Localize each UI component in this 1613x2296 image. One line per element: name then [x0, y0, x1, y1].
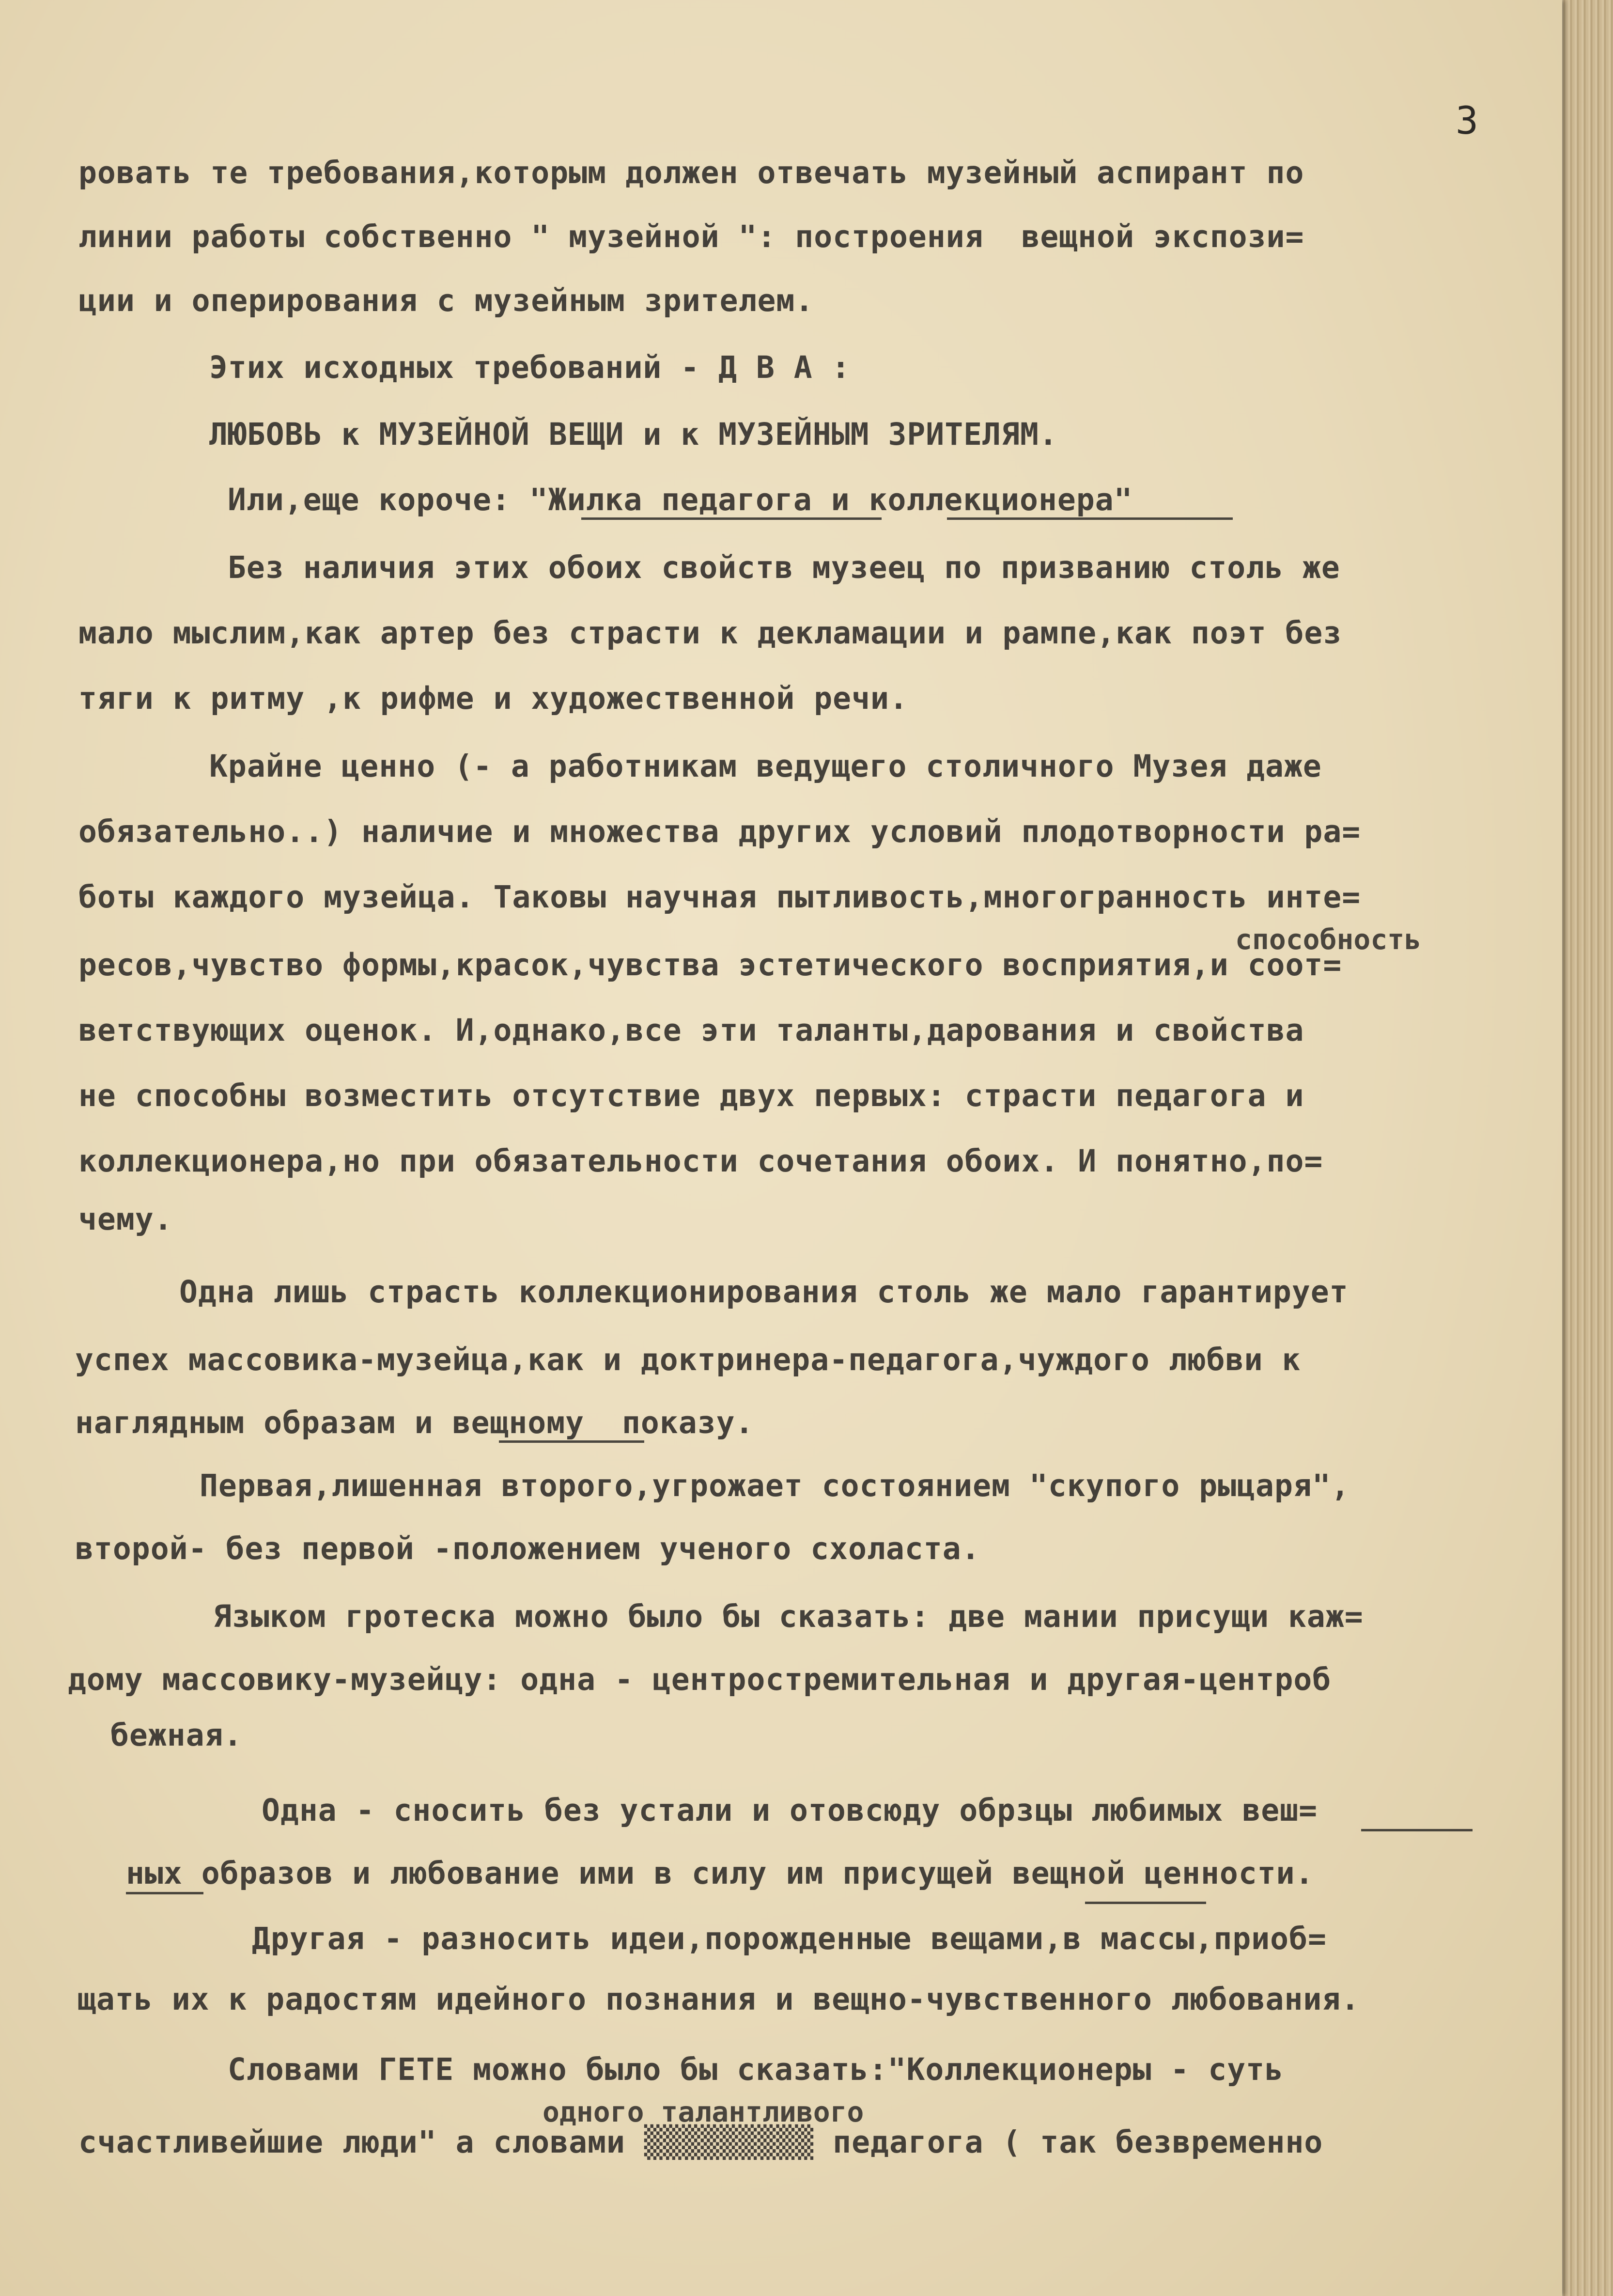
- text-line: Другая - разносить идеи,порожденные вещами,в массы,приоб=: [252, 1921, 1327, 1956]
- text-line: Одна лишь страсть коллекционирования столь же мало гарантирует: [179, 1274, 1349, 1310]
- text-line: Языком гротеска можно было бы сказать: две мании присущи каж=: [213, 1599, 1364, 1634]
- underline: [126, 1892, 203, 1894]
- text-line: коллекционера,но при обязательности сочетания обоих. И понятно,по=: [78, 1143, 1323, 1179]
- text-line: успех массовика-музейца,как и доктринера-педагога,чуждого любви к: [75, 1342, 1301, 1377]
- text-line: ровать те требования,которым должен отвечать музейный аспирант по: [78, 155, 1304, 190]
- underline: [947, 517, 1233, 520]
- page-number: 3: [1456, 99, 1478, 143]
- text-line: Или,еще короче: "Жилка педагога и коллекционера": [228, 482, 1133, 517]
- text-line: обязательно..) наличие и множества других условий плодотворности ра=: [78, 814, 1361, 849]
- underline: [1361, 1829, 1473, 1831]
- text-line: Словами ГЕТЕ можно было бы сказать:"Коллекционеры - суть: [228, 2052, 1284, 2087]
- text-line: ции и оперирования с музейным зрителем.: [78, 283, 814, 318]
- text-line: ных образов и любование ими в силу им присущей вещной ценности.: [126, 1856, 1314, 1891]
- text-line: Этих исходных требований - Д В А :: [209, 350, 851, 385]
- text-line: Крайне ценно (- а работникам ведущего столичного Музея даже: [209, 749, 1322, 784]
- text-line: Одна - сносить без устали и отовсюду обрзцы любимых веш=: [262, 1793, 1318, 1828]
- text-line: ветствующих оценок. И,однако,все эти таланты,дарования и свойства: [78, 1013, 1304, 1048]
- handwritten-insertion: одного талантливого: [543, 2095, 864, 2128]
- text-line: ЛЮБОВЬ к МУЗЕЙНОЙ ВЕЩИ и к МУЗЕЙНЫМ ЗРИТЕЛЯМ.: [209, 417, 1058, 452]
- page-stack-edge: [1560, 0, 1613, 2296]
- text-line: наглядным образам и вещному показу.: [75, 1405, 754, 1440]
- text-line: не способны возместить отсутствие двух первых: страсти педагога и: [78, 1078, 1304, 1113]
- text-line: тяги к ритму ,к рифме и художественной речи.: [78, 681, 908, 716]
- text-line: боты каждого музейца. Таковы научная пытливость,многогранность инте=: [78, 879, 1361, 915]
- text-line: дому массовику-музейцу: одна - центростремительная и другая-центроб: [68, 1662, 1332, 1697]
- text-line: бежная.: [110, 1718, 243, 1753]
- text-line: щать их к радостям идейного познания и вещно-чувственного любования.: [78, 1982, 1360, 2017]
- text-line: второй- без первой -положением ученого схоласта.: [75, 1531, 980, 1566]
- text-line: Без наличия этих обоих свойств музеец по призванию столь же: [228, 550, 1340, 585]
- text-line: Первая,лишенная второго,угрожает состоянием "скупого рыцаря",: [200, 1468, 1350, 1503]
- text-line: мало мыслим,как артер без страсти к декламации и рампе,как поэт без: [78, 615, 1342, 651]
- text-line: ресов,чувство формы,красок,чувства эстетического восприятия,и соот=: [78, 947, 1342, 983]
- text-line: чему.: [78, 1202, 173, 1237]
- text-line: линии работы собственно " музейной ": построения вещной экспози=: [78, 219, 1304, 254]
- handwritten-insertion: способность: [1235, 923, 1422, 956]
- underline: [499, 1440, 644, 1443]
- underline: [1085, 1902, 1206, 1904]
- underline: [581, 517, 882, 520]
- text-line: счастливейшие люди" а словами ▒▒▒▒▒▒▒▒▒ педагога ( так безвременно: [78, 2124, 1323, 2160]
